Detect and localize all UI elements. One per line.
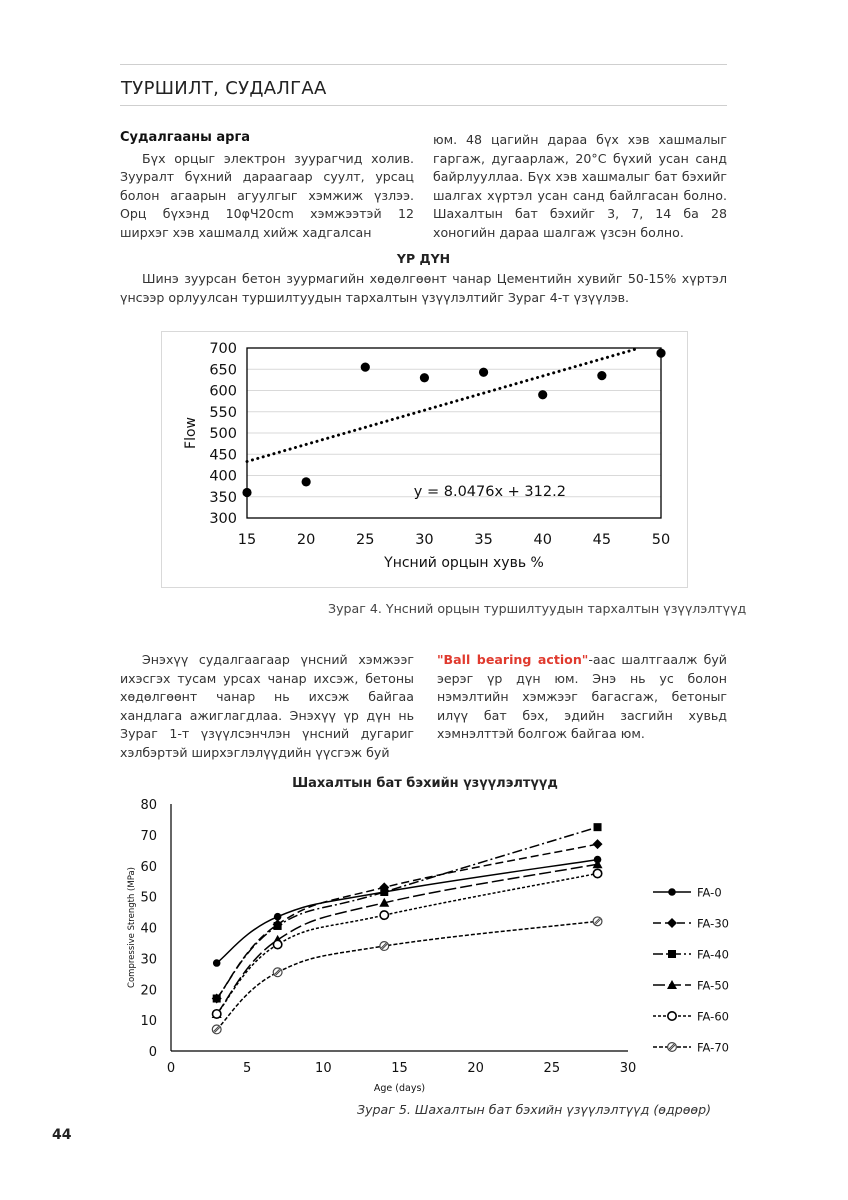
y-tick-label: 70 [140, 828, 157, 844]
x-tick-label: 15 [391, 1061, 408, 1076]
page-number: 44 [52, 1127, 72, 1143]
discussion-right-text: -аас шалтгаалж буй эерэг үр дүн юм. Энэ нь ус болон нэмэлтийн хэмжээг багасгаж, бетоныг илүү бат бэх, эдийн засгийн хувьд хэмнэлттэй болгож байгаа юм. [437, 652, 727, 742]
data-marker [213, 1010, 221, 1018]
x-tick-label: 10 [315, 1061, 332, 1076]
legend-label: FA-50 [697, 978, 729, 993]
results-text: Шинэ зуурсан бетон зуурмагийн хөдөлгөөнт чанар Цементийн хувийг 50-15% хүртэл үнсээр орлуулсан туршилтуудын тархалтын үзүүлэлтийг Зураг 4-т үзүүлэв. [120, 271, 727, 305]
x-tick-label: 20 [296, 532, 316, 548]
legend-label: FA-60 [697, 1009, 729, 1024]
series-fa-0 [213, 856, 601, 967]
chart-title: Шахалтын бат бэхийн үзүүлэлтүүд [292, 776, 558, 791]
data-marker [593, 869, 601, 877]
ball-bearing-highlight: "Ball bearing action" [437, 652, 589, 667]
data-point [420, 373, 429, 382]
legend-label: FA-70 [697, 1040, 729, 1055]
data-point [597, 371, 606, 380]
flow-scatter-chart [161, 331, 686, 586]
discussion-right-paragraph [437, 651, 727, 744]
data-marker [594, 823, 602, 831]
y-axis-label: Compressive Strength (MPa) [127, 867, 137, 988]
data-marker [213, 995, 221, 1003]
series-fa-60 [213, 869, 602, 1018]
legend-marker [668, 1012, 676, 1020]
hatch-ring [273, 968, 282, 977]
x-tick-label: 25 [356, 532, 375, 548]
data-marker [593, 917, 602, 926]
data-marker [273, 968, 282, 977]
data-marker [380, 888, 388, 896]
trendline-equation: y = 8.0476x + 312.2 [413, 483, 566, 500]
methods-right-column [433, 131, 727, 243]
legend-item [653, 886, 722, 900]
results-heading: ҮР ДҮН [396, 251, 451, 266]
trendline [247, 348, 640, 462]
x-tick-label: 5 [243, 1061, 252, 1076]
legend-item [653, 979, 729, 993]
legend-item [653, 948, 729, 962]
data-marker [274, 913, 282, 921]
legend-item [653, 1010, 729, 1024]
x-tick-label: 40 [533, 532, 552, 548]
header-rule [120, 105, 727, 106]
methods-left-column [120, 129, 414, 243]
legend-item [653, 1041, 729, 1055]
x-axis-label: Age (days) [373, 1083, 426, 1094]
legend-marker [668, 1043, 677, 1052]
data-point [538, 390, 547, 399]
y-tick-label: 60 [140, 859, 157, 875]
y-tick-label: 10 [140, 1014, 157, 1030]
x-tick-label: 30 [415, 532, 434, 548]
x-tick-label: 0 [166, 1061, 176, 1076]
x-tick-label: 15 [237, 532, 257, 548]
x-tick-label: 25 [543, 1061, 561, 1076]
compressive-strength-chart [110, 768, 750, 1098]
y-tick-label: 30 [140, 952, 157, 968]
series-line [217, 864, 598, 1014]
legend-label: FA-40 [697, 947, 729, 962]
top-rule [120, 64, 727, 65]
y-tick-label: 650 [209, 362, 237, 379]
figure-5-caption: Зураг 5. Шахалтын бат бэхийн үзүүлэлтүүд (өдрөөр) [357, 1102, 712, 1117]
discussion-left-column [120, 651, 414, 763]
y-tick-label: 700 [209, 341, 237, 357]
data-point [242, 488, 251, 497]
y-tick-label: 50 [140, 890, 157, 906]
data-point [656, 349, 665, 358]
hatch-ring [380, 942, 389, 951]
hatch-ring [593, 917, 602, 926]
y-tick-label: 40 [140, 921, 157, 937]
y-tick-label: 400 [209, 468, 237, 485]
legend-marker [667, 918, 677, 928]
y-tick-label: 600 [209, 383, 237, 400]
x-tick-label: 30 [619, 1061, 637, 1076]
x-tick-label: 50 [651, 532, 671, 548]
legend-label: FA-0 [697, 885, 722, 900]
y-tick-label: 450 [209, 447, 237, 464]
x-tick-label: 20 [467, 1061, 484, 1076]
x-axis-label: Үнсний орцын хувь % [384, 555, 544, 571]
y-tick-label: 0 [148, 1045, 157, 1060]
methods-right-text: юм. 48 цагийн дараа бүх хэв хашмалыг гаргаж, дугаарлаж, 20°C бүхий усан санд байрлууллаа. Бүх хэв хашмалыг бат бэхийг шалгах хүртэл усан санд байлгасан болно. Шахалтын бат бэхийг 3, 7, 14 ба 28 хоногийн дараа шалгаж үзсэн болно. [433, 132, 727, 240]
data-marker [274, 922, 282, 930]
data-marker [212, 1025, 221, 1034]
legend-marker [668, 888, 676, 896]
legend-marker [668, 950, 676, 958]
discussion-right-column [437, 651, 727, 744]
data-marker [593, 839, 603, 849]
discussion-left-text: Энэхүү судалгаагаар үнсний хэмжээг ихэсгэх тусам урсах чанар ихсэж, бетоны хөдөлгөөнт чанар нь ихсэж байгаа хандлага ажиглагдлаа. Энэхүү үр дүн нь Зураг 1-т үзүүлсэнчлэн үнсний дугариг хэлбэртэй ширхэглэлүүдийн үүсгэж буй [120, 652, 414, 760]
series-fa-70 [212, 917, 602, 1034]
y-axis-label: Flow [183, 417, 199, 449]
x-tick-label: 35 [474, 532, 493, 548]
data-marker [213, 959, 221, 967]
data-point [302, 477, 311, 486]
y-tick-label: 20 [140, 983, 157, 999]
legend-label: FA-30 [697, 916, 729, 931]
data-marker [380, 911, 388, 919]
hatch-ring [212, 1025, 221, 1034]
methods-left-text: Бүх орцыг электрон зуурагчид холив. Зууралт бүхний дараагаар суулт, урсац болон агаарын агуулгыг хэмжиж үзлээ. Орц бүхэнд 10φЧ20cm хэмжээтэй 12 ширхэг хэв хашмалд хийж хадгалсан [120, 150, 414, 240]
data-marker [380, 942, 389, 951]
hatch-ring [668, 1043, 677, 1052]
y-tick-label: 500 [209, 426, 237, 442]
series-fa-40 [213, 823, 602, 1002]
legend-item [653, 917, 729, 931]
x-tick-label: 45 [592, 532, 612, 548]
methods-heading: Судалгааны арга [120, 130, 251, 145]
section-title: ТУРШИЛТ, СУДАЛГАА [121, 78, 327, 99]
y-tick-label: 350 [209, 489, 237, 506]
data-point [479, 368, 488, 377]
y-tick-label: 300 [209, 511, 237, 527]
figure-4-caption: Зураг 4. Үнсний орцын туршилтуудын тархалтын үзүүлэлтүүд [328, 601, 747, 616]
data-point [361, 363, 370, 372]
data-marker [273, 940, 281, 948]
series-fa-30 [212, 839, 603, 1003]
y-tick-label: 80 [140, 798, 157, 813]
y-tick-label: 550 [209, 404, 237, 421]
